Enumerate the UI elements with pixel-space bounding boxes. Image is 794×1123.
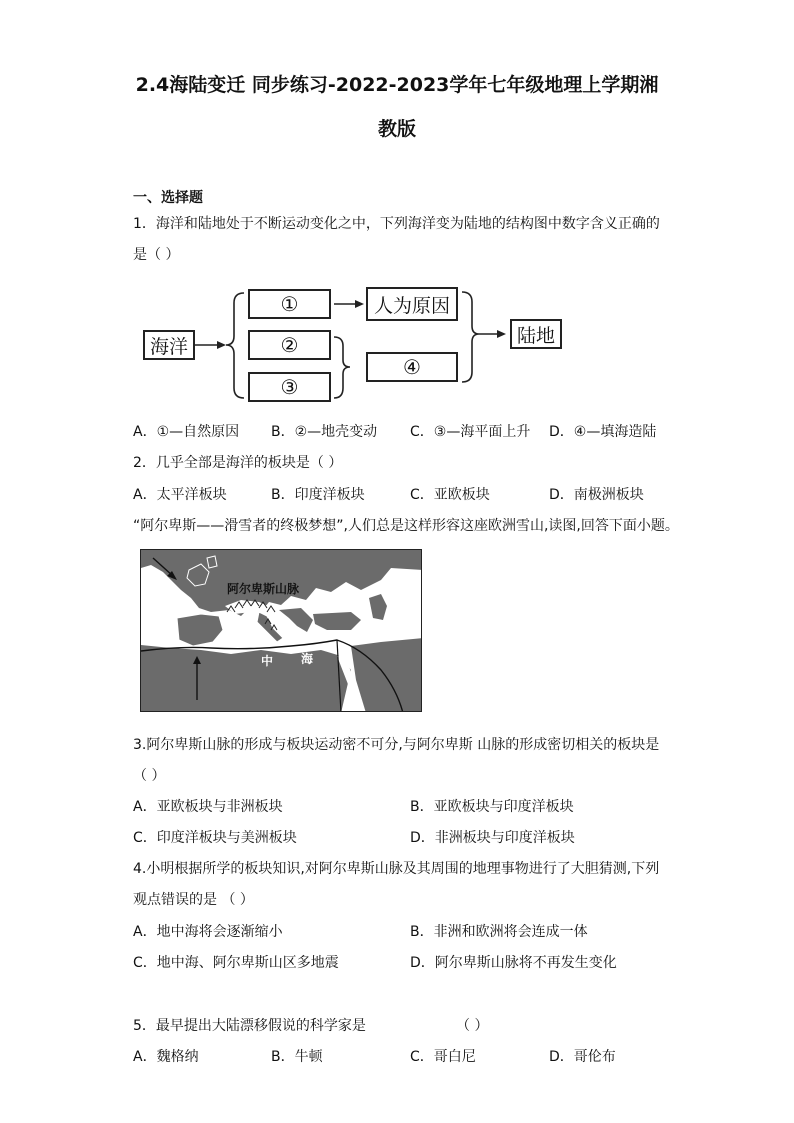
q4-text-line2: 观点错误的是 （ ） [133,892,254,908]
page-title: 2.4海陆变迁 同步练习-2022-2023学年七年级地理上学期湘 [135,74,659,96]
q2-option-d: D．南极洲板块 [549,487,644,503]
box-4: ④ [366,352,458,382]
q4-text-line1: 4.小明根据所学的板块知识,对阿尔卑斯山脉及其周围的地理事物进行了大胆猜测,下列 [133,861,660,877]
q1-text-line1: 1．海洋和陆地处于不断运动变化之中，下列海洋变为陆地的结构图中数字含义正确的 [133,216,660,232]
q3-text-line1: 3.阿尔卑斯山脉的形成与板块运动密不可分,与阿尔卑斯 山脉的形成密切相关的板块是 [133,737,660,753]
map-label-sea-1: 地 [229,634,242,648]
q5-paren: （ ） [456,1018,489,1034]
box-1: ① [248,289,331,319]
q4-option-d: D．阿尔卑斯山脉将不再发生变化 [410,955,617,971]
q5-option-c: C．哥白尼 [410,1049,476,1065]
alps-map [140,549,422,712]
map-label-sea-3: 海 [301,652,314,666]
q2-option-b: B．印度洋板块 [271,487,365,503]
passage-text: “阿尔卑斯——滑雪者的终极梦想”,人们总是这样形容这座欧洲雪山,读图,回答下面小题。 [133,518,679,534]
q4-option-c: C．地中海、阿尔卑斯山区多地震 [133,955,339,971]
q3-option-a: A．亚欧板块与非洲板块 [133,799,283,815]
q3-option-d: D．非洲板块与印度洋板块 [410,830,575,846]
q3-option-c: C．印度洋板块与美洲板块 [133,830,297,846]
box-3: ③ [248,372,331,402]
map-label-sea-2: 中 [261,654,274,668]
q3-option-b: B．亚欧板块与印度洋板块 [410,799,574,815]
map-figure [141,550,422,712]
q5-option-a: A．魏格纳 [133,1049,199,1065]
q4-option-a: A．地中海将会逐渐缩小 [133,924,283,940]
map-label-alps: 阿尔卑斯山脉 [227,582,300,596]
box-2: ② [248,330,331,360]
q5-text: 5．最早提出大陆漂移假说的科学家是 [133,1018,366,1034]
q2-option-a: A．太平洋板块 [133,487,227,503]
q1-text-line2: 是（ ） [133,247,180,263]
human-cause-box: 人为原因 [366,287,458,321]
q1-option-d: D．④—填海造陆 [549,424,657,440]
ocean-box: 海洋 [143,330,195,360]
q5-option-b: B．牛顿 [271,1049,323,1065]
q2-text: 2．几乎全部是海洋的板块是（ ） [133,455,343,471]
q1-option-b: B．②—地壳变动 [271,424,378,440]
land-box: 陆地 [510,319,562,349]
q4-option-b: B．非洲和欧洲将会连成一体 [410,924,588,940]
q2-option-c: C．亚欧板块 [410,487,490,503]
q1-option-c: C．③—海平面上升 [410,424,531,440]
section-header: 一、选择题 [133,190,203,206]
q5-option-d: D．哥伦布 [549,1049,616,1065]
q1-option-a: A．①—自然原因 [133,424,240,440]
page-title-line2: 教版 [377,118,416,140]
q3-text-line2: （ ） [133,768,166,784]
